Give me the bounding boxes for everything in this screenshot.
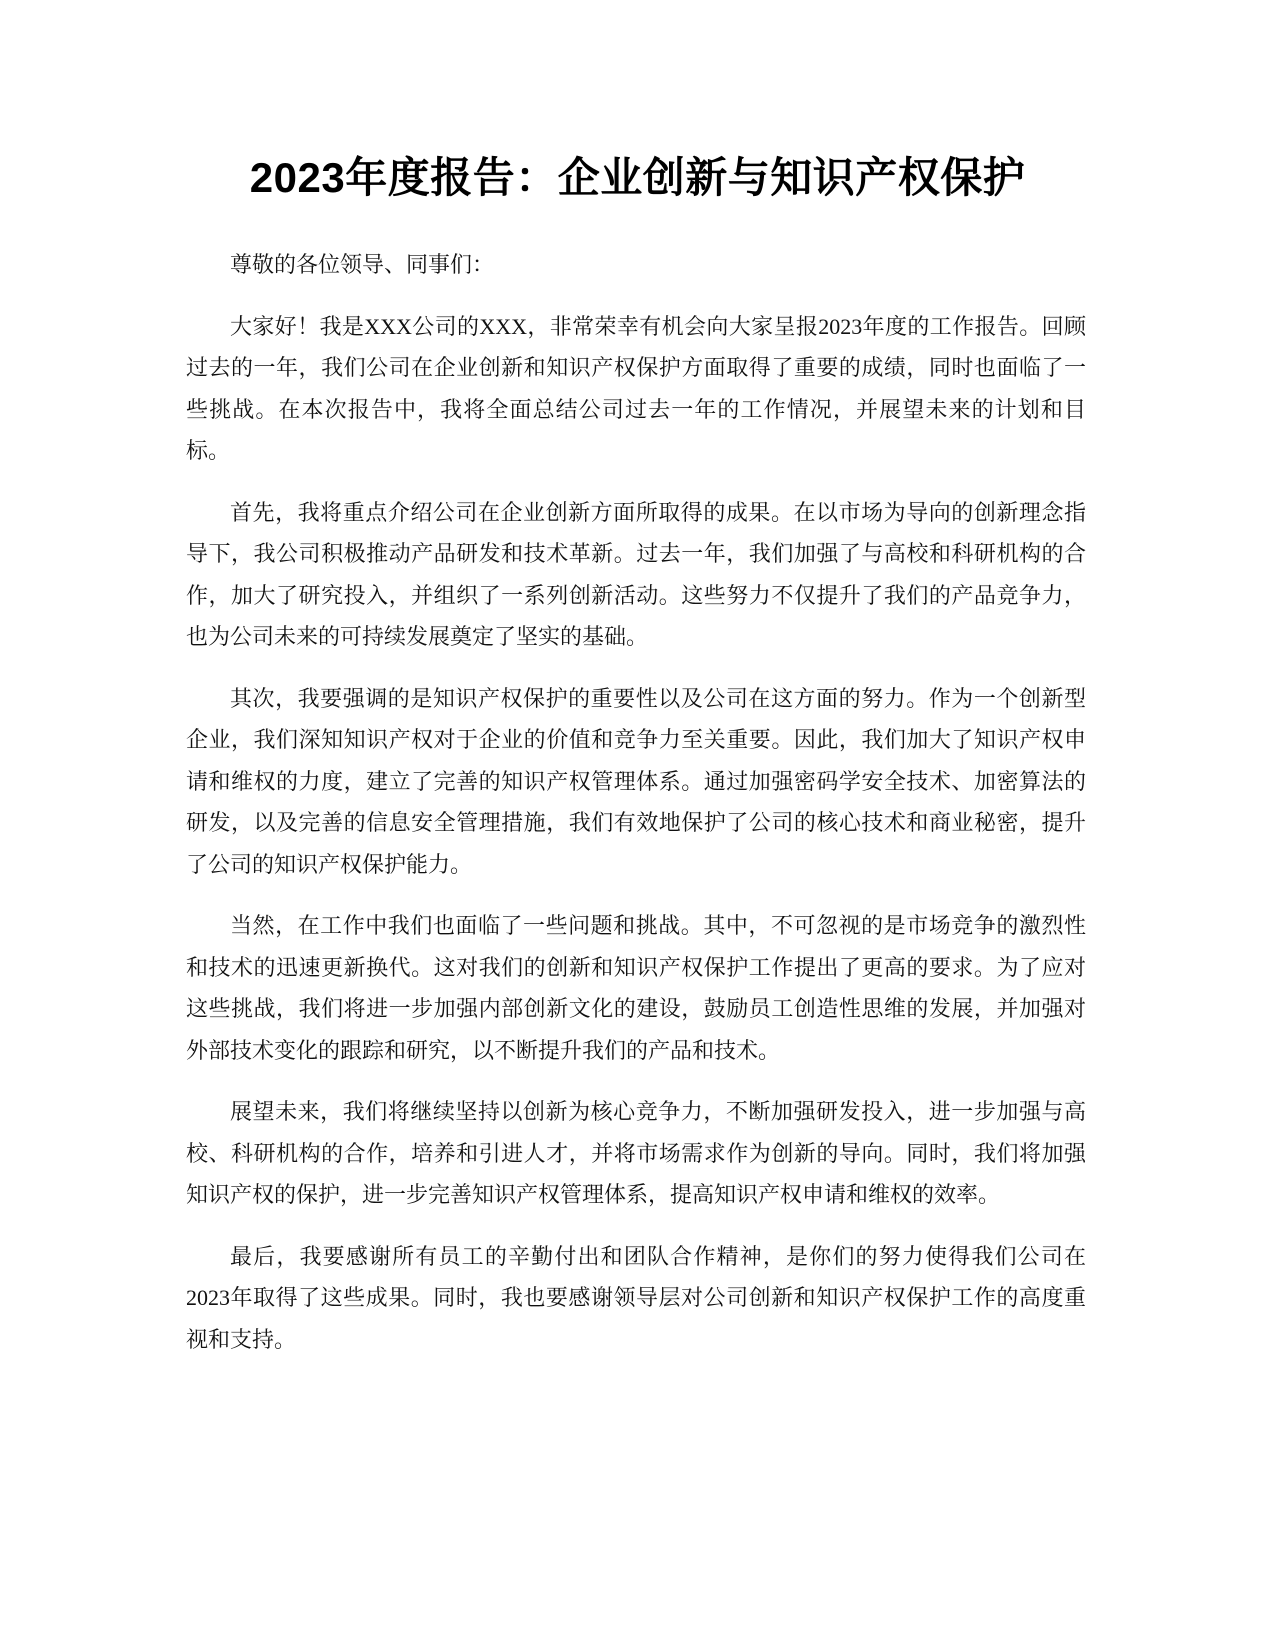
salutation: 尊敬的各位领导、同事们：	[230, 252, 495, 277]
document-body	[186, 244, 1086, 1380]
paragraph-ip-protection: 其次，我要强调的是知识产权保护的重要性以及公司在这方面的努力。作为一个创新型企业，我们深知知识产权对于企业的价值和竞争力至关重要。因此，我们加大了知识产权申请和维权的力度，建立了完善的知识产权管理体系。通过加强密码学安全技术、加密算法的研发，以及完善的信息安全管理措施，我们有效地保护了公司的核心技术和商业秘密，提升了公司的知识产权保护能力。	[186, 685, 1086, 877]
paragraph-thanks: 最后，我要感谢所有员工的辛勤付出和团队合作精神，是你们的努力使得我们公司在2023年取得了这些成果。同时，我也要感谢领导层对公司创新和知识产权保护工作的高度重视和支持。	[186, 1243, 1086, 1352]
paragraph-outlook: 展望未来，我们将继续坚持以创新为核心竞争力，不断加强研发投入，进一步加强与高校、科研机构的合作，培养和引进人才，并将市场需求作为创新的导向。同时，我们将加强知识产权的保护，进一步完善知识产权管理体系，提高知识产权申请和维权的效率。	[186, 1099, 1086, 1207]
paragraph-challenges: 当然，在工作中我们也面临了一些问题和挑战。其中，不可忽视的是市场竞争的激烈性和技术的迅速更新换代。这对我们的创新和知识产权保护工作提出了更高的要求。为了应对这些挑战，我们将进一步加强内部创新文化的建设，鼓励员工创造性思维的发展，并加强对外部技术变化的跟踪和研究，以不断提升我们的产品和技术。	[186, 913, 1086, 1063]
paragraph-innovation: 首先，我将重点介绍公司在企业创新方面所取得的成果。在以市场为导向的创新理念指导下，我公司积极推动产品研发和技术革新。过去一年，我们加强了与高校和科研机构的合作，加大了研究投入，并组织了一系列创新活动。这些努力不仅提升了我们的产品竞争力，也为公司未来的可持续发展奠定了坚实的基础。	[186, 499, 1086, 649]
paragraph-greeting: 大家好！我是XXX公司的XXX，非常荣幸有机会向大家呈报2023年度的工作报告。回顾过去的一年，我们公司在企业创新和知识产权保护方面取得了重要的成绩，同时也面临了一些挑战。在本次报告中，我将全面总结公司过去一年的工作情况，并展望未来的计划和目标。	[186, 313, 1086, 463]
document-title: 2023年度报告：企业创新与知识产权保护	[249, 154, 1026, 201]
